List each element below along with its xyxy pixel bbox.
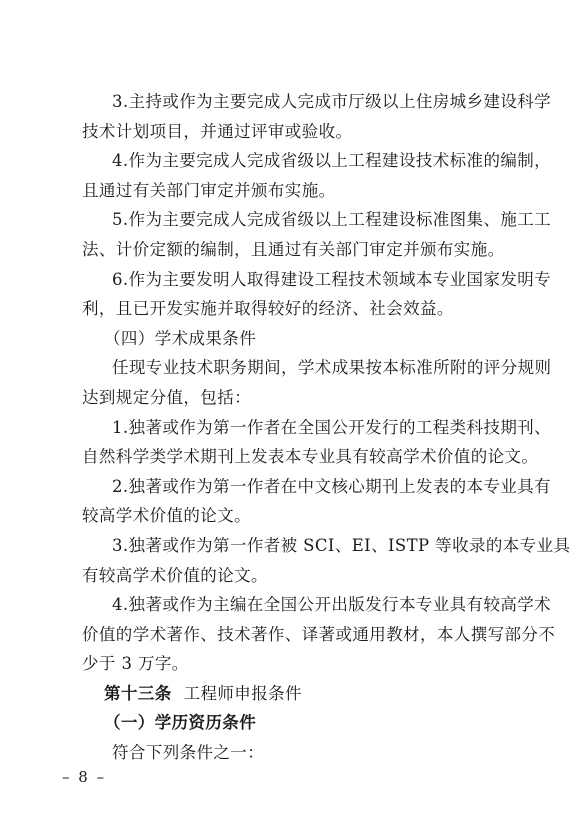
- paragraph-line: 2.独著或作为第一作者在中文核心期刊上发表的本专业具有: [112, 476, 552, 496]
- article-title: 工程师申报条件: [183, 683, 302, 703]
- paragraph-line: 技术计划项目，并通过评审或验收。: [82, 121, 353, 141]
- paragraph-line: 自然科学类学术期刊上发表本专业具有较高学术价值的论文。: [82, 447, 539, 467]
- paragraph-line: 法、计价定额的编制，且通过有关部门审定并颁布实施。: [82, 239, 505, 259]
- paragraph-line: 6.作为主要发明人取得建设工程技术领域本专业国家发明专: [112, 269, 552, 289]
- article-heading: [82, 679, 522, 709]
- paragraph-line: 少于 3 万字。: [82, 654, 189, 674]
- paragraph-line: 5.作为主要完成人完成省级以上工程建设标准图集、施工工: [112, 210, 552, 230]
- document-body: [82, 87, 571, 768]
- paragraph-line: 3.独著或作为第一作者被 SCI、EI、ISTP 等收录的本专业具: [112, 535, 571, 555]
- article-number: 第十三条: [104, 683, 172, 703]
- paragraph-line: 有较高学术价值的论文。: [82, 565, 268, 585]
- paragraph-line: 价值的学术著作、技术著作、译著或通用教材，本人撰写部分不: [82, 624, 556, 644]
- paragraph-line: 4.独著或作为主编在全国公开出版发行本专业具有较高学术: [112, 595, 552, 615]
- paragraph-line: 且通过有关部门审定并颁布实施。: [82, 180, 336, 200]
- paragraph-line: 较高学术价值的论文。: [82, 506, 251, 526]
- paragraph-line: 4.作为主要完成人完成省级以上工程建设技术标准的编制，: [112, 151, 552, 171]
- section-heading: （四）学术成果条件: [104, 328, 257, 348]
- paragraph-line: 利，且已开发实施并取得较好的经济、社会效益。: [82, 299, 454, 319]
- page-number: – 8 –: [62, 768, 107, 786]
- section-heading: （一）学历资历条件: [104, 713, 257, 733]
- paragraph-line: 任现专业技术职务期间，学术成果按本标准所附的评分规则: [112, 358, 552, 378]
- paragraph-line: 达到规定分值，包括：: [82, 387, 251, 407]
- paragraph-line: 1.独著或作为第一作者在全国公开发行的工程类科技期刊、: [112, 417, 552, 437]
- paragraph-line: 3.主持或作为主要完成人完成市厅级以上住房城乡建设科学: [112, 92, 552, 111]
- paragraph-line: 符合下列条件之一：: [112, 743, 265, 763]
